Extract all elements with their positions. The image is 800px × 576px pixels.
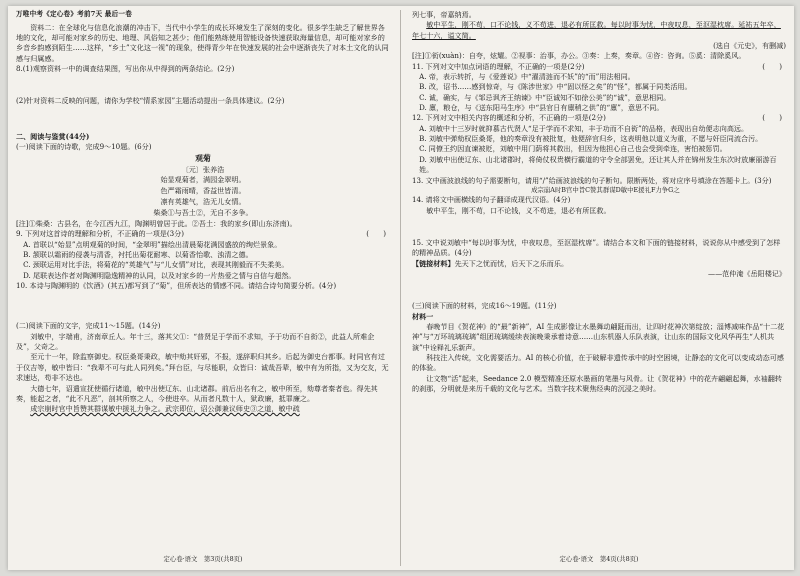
option-a: A. 首联以“始显”点明观菊的时间，“金翠明”描绘出清晨菊花满园盛放的绚烂景象。 — [23, 239, 282, 249]
underlined-sentence: 敏中平生，刚不苟，口不论钱，义不苟进，退必有所匡救。每以时事为忧，中夜叹息，至沤湿枕席。延祐五年卒，年七十六，谥文简。 — [412, 20, 781, 40]
answer-area-8-1[interactable] — [16, 74, 390, 96]
option-b: B. 刘敏中弹劾权臣桑哥，他的奏章没有被批复，他便辞官归乡，这表明他以道义为重，不愿与奸臣同流合污。 — [419, 134, 763, 144]
question-12 — [412, 113, 786, 123]
material-1-paragraph: 让文物“活”起来，Seedance 2.0 模型精准还原水墨画的笔墨与风骨。让《贺花神》中的花卉翩翩起舞，水袖翻转的刹那，分明就是来历千载的文化与艺术。当数字技术聚焦经典的沉浸之美时。 — [412, 373, 782, 393]
question-8-2: (2)针对资料二反映的问题，请你为学校“情系家园”主题活动提出一条具体建议。(2分) — [16, 96, 285, 106]
link-material — [412, 259, 786, 269]
source-citation: (选自《元史》，有删减) — [713, 41, 786, 51]
question-10: 10. 本诗与陶渊明的《饮酒》(其五)都写到了“菊”，但所表达的情感不同。请结合诗句简要分析。(4分) — [16, 281, 337, 291]
answer-area-10[interactable] — [16, 291, 390, 321]
option-d: D. 尾联表达作者对陶渊明隐逸精神的认同，以及对家乡的一片热爱之情与自信与超然。 — [23, 270, 296, 280]
prose-continuation: 列七事，帝嘉纳焉。 — [412, 10, 476, 19]
answer-bracket[interactable]: ( ) — [762, 61, 782, 71]
question-11-stem: 11. 下列对文中加点词语的理解，不正确的一项是(2分) — [412, 61, 585, 71]
part-2-title: (二)阅读下面的文字，完成11～15题。(14分) — [16, 321, 161, 331]
prose-continuation — [412, 20, 786, 41]
poem-line: 凛有英雄气，浩无儿女情。 — [160, 197, 246, 207]
prose-paragraph: 大德七年，诏遣宣抚使循行诸道，敏中出使辽东、山北诸郡。前后出名有之，敏中所至，劾尊者秦者也。得先其奏，能起之者，“此不凡恶”，剖其所察之人，今使进卒。从而者凡数十人，狱政廉，抵罪廉之。 — [16, 383, 378, 403]
answer-area-15[interactable] — [412, 279, 786, 301]
option-a: A. 帝，表示转折，与《爱莲说》中“濯清涟而不妖”的“而”用法相同。 — [419, 72, 635, 82]
answer-bracket[interactable]: ( ) — [762, 113, 782, 123]
page-footer: 定心卷·语文 第3页(共8页) — [163, 554, 243, 563]
question-9-stem: 9. 下列对这首诗的理解和分析，不正确的一项是(3分) — [16, 229, 185, 239]
material-1-title: 材料一 — [412, 311, 434, 321]
material-1-paragraph: 春晚节目《贺花神》的“最”新神”，AI 生成影像让水墨舞动翩跹而出，让四时花神次第绽放；淄博减味作品“十二花神”与“万环琉璃琉璃”组团琉璃缓续表演晚秉承着诗意……山东机器人乐队表演，让山东的国际文化风华再生“人机共演”中诠释礼乐新声。 — [412, 321, 785, 352]
option-b: B. 改，诏书……感到惊奇，与《陈涉世家》中“固以怪之矣”的“怪”，都属于同类活用。 — [419, 82, 692, 92]
question-13-text: 成宗崩A时B官中旨C赞其群谋D敏中E援礼F力争G之 — [531, 185, 680, 194]
question-9 — [16, 229, 390, 239]
prose-paragraph: 至元十一年，除监察御史。权臣桑哥秉政，敏中劾其奸邪，不报，遂辞职归其乡。后起为御史台都事。时同官有过于仪吉等，敏中皆曰：“我辈不可与此人同列矣。”拜台臣，与尽能职，众皆曰：诚哉吾辈，敏中有为所指，又为交友，无求速达，苟非不达也。 — [16, 352, 389, 383]
material-2: 资料二：在全球化与信息化浪潮的冲击下，当代中小学生的成长环境发生了深刻的变化。很多学生缺乏了解世界各地的文化，却可能对家乡的历史、地理、风俗知之甚少；他们能熟练使用智能设备快速获取海量信息，却可能对家乡的乡音乡韵感到陌生……这样，“乡土”文化这一视”的现象，使得青少年在快速发展的社会中逐渐丧失了对本土文化的认同感与归属感。 — [16, 22, 389, 63]
answer-area-8-2[interactable] — [16, 107, 390, 129]
page-footer: 定心卷·语文 第4页(共8页) — [559, 554, 639, 563]
answer-area-14[interactable] — [412, 216, 786, 238]
page-divider — [400, 10, 401, 566]
option-c: C. 同僚王约因直谏被贬，刘敏中用门荫将其救出，但因为他担心自己也会受到牵连，害怕被惩罚。 — [419, 144, 727, 154]
option-d: D. 刘敏中出使辽东、山北诸郡时，将倚仗权贵横行霸道的守令全部罢免，还让其人并在锦州发生东次时放廉丽游百姓。 — [419, 154, 777, 175]
section-title: 二、阅读与鉴赏(44分) — [16, 131, 90, 141]
question-13: 13. 文中画波浪线的句子需要断句，请用“/”给画波浪线的句子断句。限断两处，将对应序号填涂在答题卡上。(3分) — [412, 175, 772, 185]
material-1-paragraph: 科技注入传统，文化需要活力。AI 的核心价值，在于破解非遗传承中的时空困境，让静态的文化可以变成动态可感的体验。 — [412, 352, 784, 373]
question-14: 14. 请将文中画横线的句子翻译成现代汉语。(4分) — [412, 195, 571, 205]
option-a: A. 刘敏中十三岁时就抑慕古代贤人“足于学而不求知，丰于功而不自衒”的品格，表现出自幼便志向高远。 — [419, 123, 749, 133]
part-3-title: (三)阅读下面的材料，完成16～19题。(11分) — [412, 301, 557, 311]
part-1-title: (一)阅读下面的诗歌，完成9～10题。(6分) — [16, 142, 152, 152]
poem-line: 柴桑①与吾土②，无自不多争。 — [153, 208, 253, 218]
option-c: C. 诚，确实，与《邹忌讽齐王纳谏》中“臣诚知不如徐公美”的“诚”，意思相同。 — [419, 92, 671, 102]
poem-author: 〔元〕张养浩 — [181, 164, 225, 174]
link-label: 【链接材料】 — [412, 258, 455, 268]
prose-paragraph-wavy: 成宗崩时官中旨赞其群谋敏中援礼力争之。武宗即位，诏公御兼议师史③之道，敏中疏 — [30, 404, 300, 414]
option-c: C. 颈联运用对比手法，将菊花的“英雄气”与“儿女情”对比，表现其刚毅而不失柔美。 — [23, 260, 289, 270]
question-12-stem: 12. 下列对文中相关内容的概述和分析，不正确的一项是(2分) — [412, 113, 606, 123]
poem-title: 观菊 — [195, 154, 211, 164]
option-d: D. 廪，粮仓，与《送东阳马生序》中“县官日有廪稍之供”的“廪”，意思不同。 — [419, 103, 664, 113]
poem-body — [16, 175, 390, 219]
poem-line: 色严霜雨晴，香益世皆清。 — [160, 186, 246, 196]
poem-note: [注]①柴桑：古县名，在今江西九江，陶渊明曾居于此。②吾土：我的家乡(即山东济南)。 — [16, 219, 297, 229]
answer-bracket[interactable]: ( ) — [366, 229, 386, 239]
page-header: 万唯中考《定心卷》考前7天 最后一卷 — [16, 10, 132, 18]
page-3 — [8, 6, 398, 570]
question-15: 15. 文中说刘敏中“每以时事为忧，中夜叹息，至沤湿枕席”。请结合本文和下面的链接材料，说说你从中感受到了怎样的精神品质。(4分) — [412, 237, 781, 258]
link-text: 先天下之忧而忧，后天下之乐而乐。 — [454, 258, 569, 268]
option-b: B. 颔联以霜雨的侵袭与清香，衬托出菊花耐寒、以菊香怡歌、浊清之德。 — [23, 250, 253, 260]
prose-note: [注]①衒(xuàn)：自夸，炫耀。②视事：治事，办公。③奏：上奏，奏章。④咨：咨询。⑤奚：清除奚风。 — [412, 51, 746, 61]
exam-sheet — [8, 6, 794, 570]
question-8-1: 8.(1)观察资料一中的调查结果图，写出你从中得到的两条结论。(2分) — [16, 64, 235, 73]
link-source: ——范仲淹《岳阳楼记》 — [707, 268, 786, 278]
page-4 — [404, 6, 794, 570]
question-11 — [412, 62, 786, 72]
question-14-text: 敏中平生，刚不苟，口不论钱，义不苟进，退必有所匡救。 — [426, 205, 611, 215]
poem-line: 始显观菊者，满园金翠明。 — [160, 175, 246, 185]
prose-paragraph: 刘敏中，字端甫，济南章丘人。年十三，落其父①：“普贤足于学而不求知，予于功而不自衒②，此益人所难企及”，父奇之。 — [16, 331, 375, 352]
